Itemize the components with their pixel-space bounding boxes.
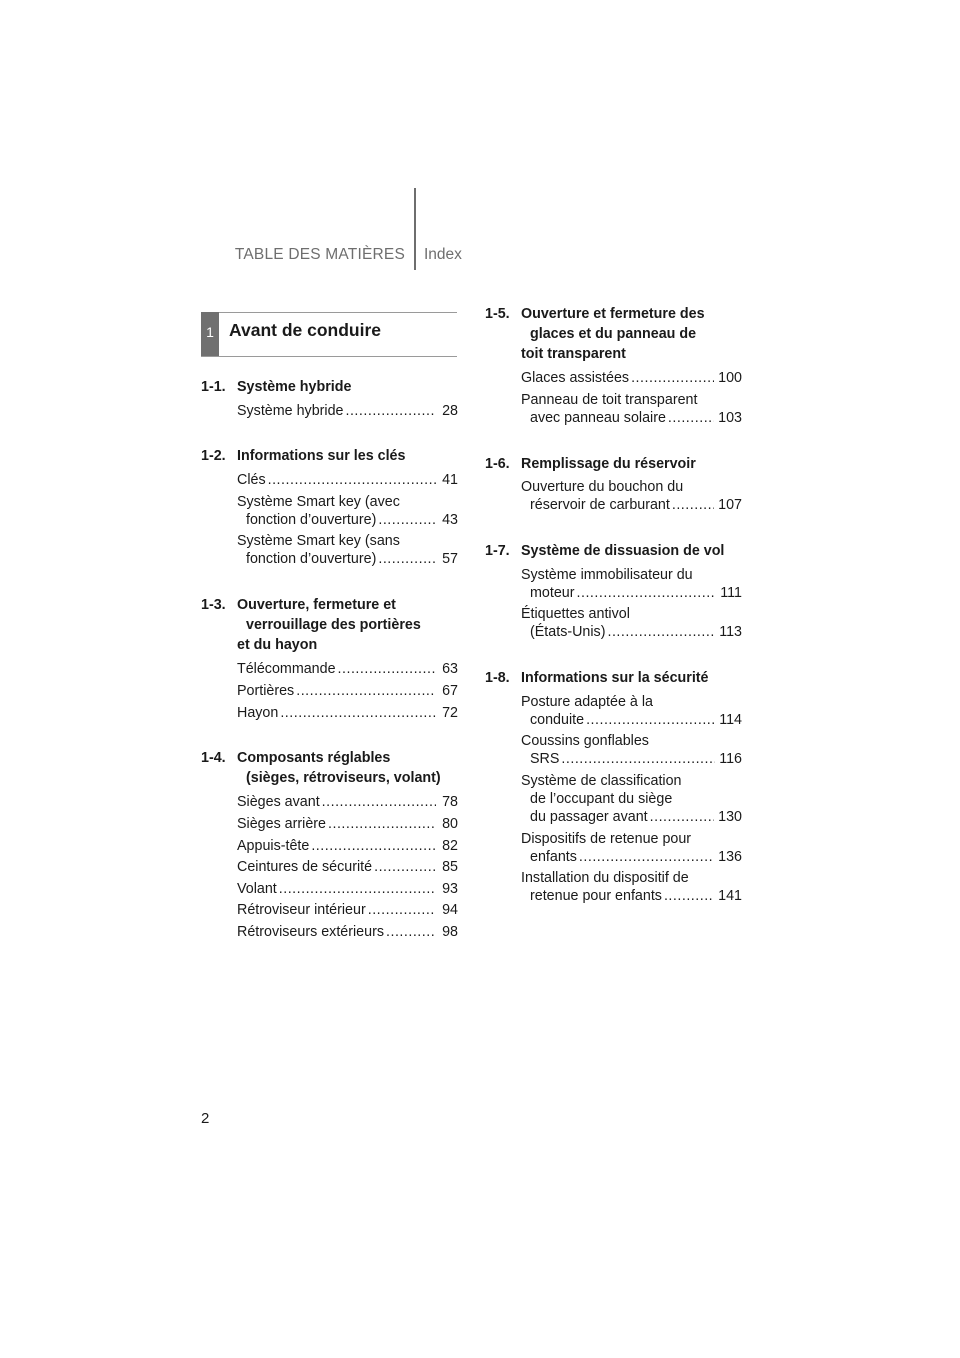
toc-entry-line — [521, 693, 742, 711]
nav-divider — [414, 188, 416, 270]
dot-leader — [561, 750, 715, 768]
toc-entry-text: Rétroviseur intérieur — [237, 902, 366, 919]
toc-entry-text: Panneau de toit transparent — [521, 392, 698, 408]
toc-entry-text: Sièges avant — [237, 794, 320, 811]
toc-entry-text: fonction d’ouverture) — [246, 551, 377, 568]
section-number: 1-2. — [201, 448, 226, 465]
toc-page-number: 116 — [719, 751, 742, 768]
section-title-line: toit transparent — [521, 346, 626, 362]
toc-entry-text: Dispositifs de retenue pour — [521, 830, 692, 847]
toc-entry-text: Installation du dispositif de — [521, 870, 689, 887]
toc-entry[interactable] — [521, 369, 742, 387]
toc-entry[interactable] — [237, 880, 458, 898]
section-title[interactable] — [237, 377, 458, 397]
toc-entry[interactable] — [521, 478, 742, 514]
toc-entry-text: Posture adaptée à la — [521, 693, 653, 710]
section-title-line: (sièges, rétroviseurs, volant) — [246, 770, 441, 787]
dot-leader — [311, 837, 436, 855]
index-link[interactable]: Index — [424, 246, 462, 263]
toc-entry[interactable] — [237, 660, 458, 678]
toc-entry-text: Ouverture du bouchon du — [521, 479, 684, 496]
dot-leader — [386, 923, 436, 941]
toc-entry-line — [521, 623, 742, 641]
dot-leader — [586, 711, 715, 729]
toc-entry-text: conduite — [530, 711, 585, 728]
dot-leader — [296, 682, 436, 700]
toc-entry[interactable] — [237, 471, 458, 489]
toc-entry[interactable] — [521, 830, 742, 866]
dot-leader — [607, 623, 715, 641]
toc-entry[interactable] — [237, 923, 458, 941]
toc-entry[interactable] — [521, 869, 742, 905]
section-heading — [485, 541, 742, 561]
toc-entry-line — [521, 566, 742, 584]
toc-entry-line — [521, 605, 742, 623]
toc-entry-text: (États-Unis) — [530, 624, 606, 641]
toc-entry-line — [237, 858, 458, 876]
section-title-line: Remplissage du réservoir — [521, 455, 696, 472]
toc-entry-text: de l’occupant du siège — [530, 791, 673, 807]
toc-entry[interactable] — [237, 682, 458, 700]
header-navigation — [0, 0, 960, 280]
toc-entry-line — [521, 369, 742, 387]
toc-entry[interactable] — [521, 566, 742, 602]
chapter-banner — [201, 312, 457, 357]
toc-entry-text: Système Smart key (avec — [237, 493, 400, 510]
section-title[interactable] — [521, 668, 742, 688]
toc-entry[interactable] — [237, 815, 458, 833]
toc-entry-line — [521, 584, 742, 602]
toc-entry-text: du passager avant — [530, 809, 648, 825]
toc-entry-text: fonction d’ouverture) — [246, 511, 377, 528]
toc-entry-line — [521, 848, 742, 866]
section-title-line: Informations sur la sécurité — [521, 670, 709, 686]
toc-entry[interactable] — [521, 732, 742, 768]
section-title-line: Ouverture et fermeture des — [521, 306, 705, 322]
toc-entry-text: Sièges arrière — [237, 815, 326, 832]
toc-entry-text: avec panneau solaire — [530, 410, 666, 426]
toc-page-number: 80 — [442, 815, 458, 832]
toc-entry-line — [521, 391, 742, 409]
section-title[interactable] — [237, 595, 458, 655]
toc-entry-text: Système immobilisateur du — [521, 566, 693, 583]
toc-entry-line — [237, 660, 458, 678]
toc-entry[interactable] — [237, 402, 458, 420]
dot-leader — [268, 471, 436, 489]
toc-page-number: 41 — [442, 472, 458, 489]
toc-entry-line — [521, 808, 742, 826]
toc-page-number: 107 — [718, 497, 742, 514]
toc-entry-line — [521, 409, 742, 427]
dot-leader — [664, 887, 714, 905]
section-number: 1-7. — [485, 543, 510, 559]
toc-entry[interactable] — [521, 391, 742, 427]
section-heading — [485, 304, 742, 364]
toc-entry-line — [237, 815, 458, 833]
toc-entry-text: SRS — [530, 751, 560, 768]
toc-entry-line — [521, 750, 742, 768]
toc-entry-text: Système hybride — [237, 402, 344, 419]
section-title[interactable] — [521, 454, 742, 474]
toc-entry-line — [237, 532, 458, 550]
dot-leader — [345, 402, 436, 420]
toc-entry-line — [521, 887, 742, 905]
section-heading — [485, 668, 742, 688]
toc-entry-line — [521, 711, 742, 729]
section-title-line: verrouillage des portières — [246, 617, 421, 633]
toc-entry-text: Appuis-tête — [237, 837, 310, 854]
toc-entry[interactable] — [237, 793, 458, 811]
toc-page-number: 111 — [720, 584, 742, 601]
section-title-line: Informations sur les clés — [237, 448, 406, 465]
toc-entry-line — [237, 837, 458, 855]
dot-leader — [322, 793, 436, 811]
toc-entry-text: Coussins gonflables — [521, 733, 649, 750]
toc-entry-text: Volant — [237, 880, 277, 897]
section-title-line: Système de dissuasion de vol — [521, 543, 725, 559]
toc-entry-text: réservoir de carburant — [530, 497, 670, 514]
dot-leader — [374, 858, 436, 876]
section-title-line: Composants réglables — [237, 750, 391, 767]
section-heading — [485, 454, 742, 474]
toc-entry-line — [237, 493, 458, 511]
dot-leader — [368, 901, 436, 919]
toc-entry[interactable] — [521, 605, 742, 641]
toc-entry[interactable] — [237, 532, 458, 568]
toc-entry-text: Glaces assistées — [521, 370, 630, 387]
toc-entry-line — [237, 471, 458, 489]
toc-entry-text: moteur — [530, 584, 575, 601]
toc-entry-line — [521, 869, 742, 887]
toc-entry-text: Système Smart key (sans — [237, 533, 400, 550]
dot-leader — [672, 496, 714, 514]
dot-leader — [378, 550, 436, 568]
dot-leader — [328, 815, 436, 833]
toc-page-number: 93 — [442, 880, 458, 897]
toc-page-number: 78 — [442, 794, 458, 811]
toc-entry-line — [521, 496, 742, 514]
section-number: 1-5. — [485, 306, 510, 322]
toc-entry-text: Télécommande — [237, 661, 336, 678]
dot-leader — [668, 409, 714, 427]
toc-page-number: 43 — [442, 511, 458, 528]
toc-entry-line — [521, 830, 742, 848]
toc-entry-line — [521, 790, 742, 808]
toc-entry-line — [237, 901, 458, 919]
section-title-line: Système hybride — [237, 379, 352, 395]
toc-entry[interactable] — [521, 772, 742, 826]
toc-entry[interactable] — [237, 858, 458, 876]
toc-page-number: 63 — [442, 661, 458, 678]
toc-page-number: 141 — [718, 888, 742, 905]
dot-leader — [577, 584, 717, 602]
toc-entry-text: retenue pour enfants — [530, 888, 662, 905]
toc-entry[interactable] — [237, 837, 458, 855]
toc-entry-line — [237, 880, 458, 898]
toc-entry[interactable] — [521, 693, 742, 729]
section-number: 1-3. — [201, 597, 226, 613]
page-number: 2 — [201, 1110, 210, 1127]
toc-entry-text: Rétroviseurs extérieurs — [237, 923, 384, 940]
section-number: 1-6. — [485, 455, 510, 472]
toc-entry-line — [521, 732, 742, 750]
toc-entry-text: Portières — [237, 683, 295, 699]
section-heading — [201, 748, 458, 788]
toc-page-number: 113 — [719, 624, 742, 641]
section-title[interactable] — [521, 541, 742, 561]
toc-entry-line — [237, 402, 458, 420]
section-number: 1-1. — [201, 379, 226, 395]
toc-entry-text: Système de classification — [521, 773, 682, 789]
toc-entry-text: Étiquettes antivol — [521, 606, 630, 623]
section-heading — [201, 446, 458, 466]
chapter-tab: 1 — [201, 312, 219, 357]
toc-entry-line — [237, 511, 458, 529]
dot-leader — [338, 660, 436, 678]
toc-entry-line — [237, 923, 458, 941]
dot-leader — [279, 880, 436, 898]
toc-entry[interactable] — [237, 901, 458, 919]
toc-page-number: 103 — [718, 410, 742, 426]
section-title-line: Ouverture, fermeture et — [237, 597, 396, 613]
toc-entry-line — [237, 682, 458, 700]
banner-top-rule — [219, 312, 457, 313]
toc-page-number: 85 — [442, 859, 458, 876]
dot-leader — [378, 511, 436, 529]
toc-page-number: 114 — [719, 711, 742, 728]
toc-entry[interactable] — [237, 493, 458, 529]
dot-leader — [280, 704, 436, 722]
toc-page-number: 100 — [718, 370, 742, 387]
toc-page-number: 28 — [442, 402, 458, 419]
chapter-title: Avant de conduire — [229, 320, 382, 340]
section-title[interactable] — [237, 748, 458, 788]
section-title-line: glaces et du panneau de — [530, 326, 697, 342]
toc-page-number: 136 — [718, 848, 742, 865]
toc-page-number: 72 — [442, 704, 458, 721]
section-heading — [201, 595, 458, 655]
dot-leader — [650, 808, 715, 826]
toc-entry-line — [237, 793, 458, 811]
toc-page-number: 82 — [442, 837, 458, 854]
toc-page-number: 94 — [442, 902, 458, 919]
toc-entry-line — [237, 704, 458, 722]
toc-entry-text: enfants — [530, 848, 577, 865]
toc-link[interactable]: TABLE DES MATIÈRES — [234, 246, 405, 263]
toc-entry-text: Ceintures de sécurité — [237, 859, 373, 876]
toc-entry-text: Clés — [237, 472, 266, 489]
toc-page-number: 130 — [718, 809, 742, 825]
toc-page-number: 98 — [442, 923, 458, 940]
section-title-line: et du hayon — [237, 637, 318, 653]
toc-entry-line — [521, 478, 742, 496]
section-heading — [201, 377, 458, 397]
banner-bottom-rule — [201, 356, 457, 357]
toc-entry-line — [237, 550, 458, 568]
toc-entry-line — [521, 772, 742, 790]
toc-page-number: 67 — [442, 683, 458, 699]
section-title[interactable] — [521, 304, 742, 364]
section-number: 1-8. — [485, 670, 510, 686]
toc-entry[interactable] — [237, 704, 458, 722]
section-number: 1-4. — [201, 750, 226, 767]
section-title[interactable] — [237, 446, 458, 466]
dot-leader — [579, 848, 714, 866]
toc-entry-text: Hayon — [237, 704, 279, 721]
toc-page-number: 57 — [442, 551, 458, 568]
dot-leader — [631, 369, 714, 387]
